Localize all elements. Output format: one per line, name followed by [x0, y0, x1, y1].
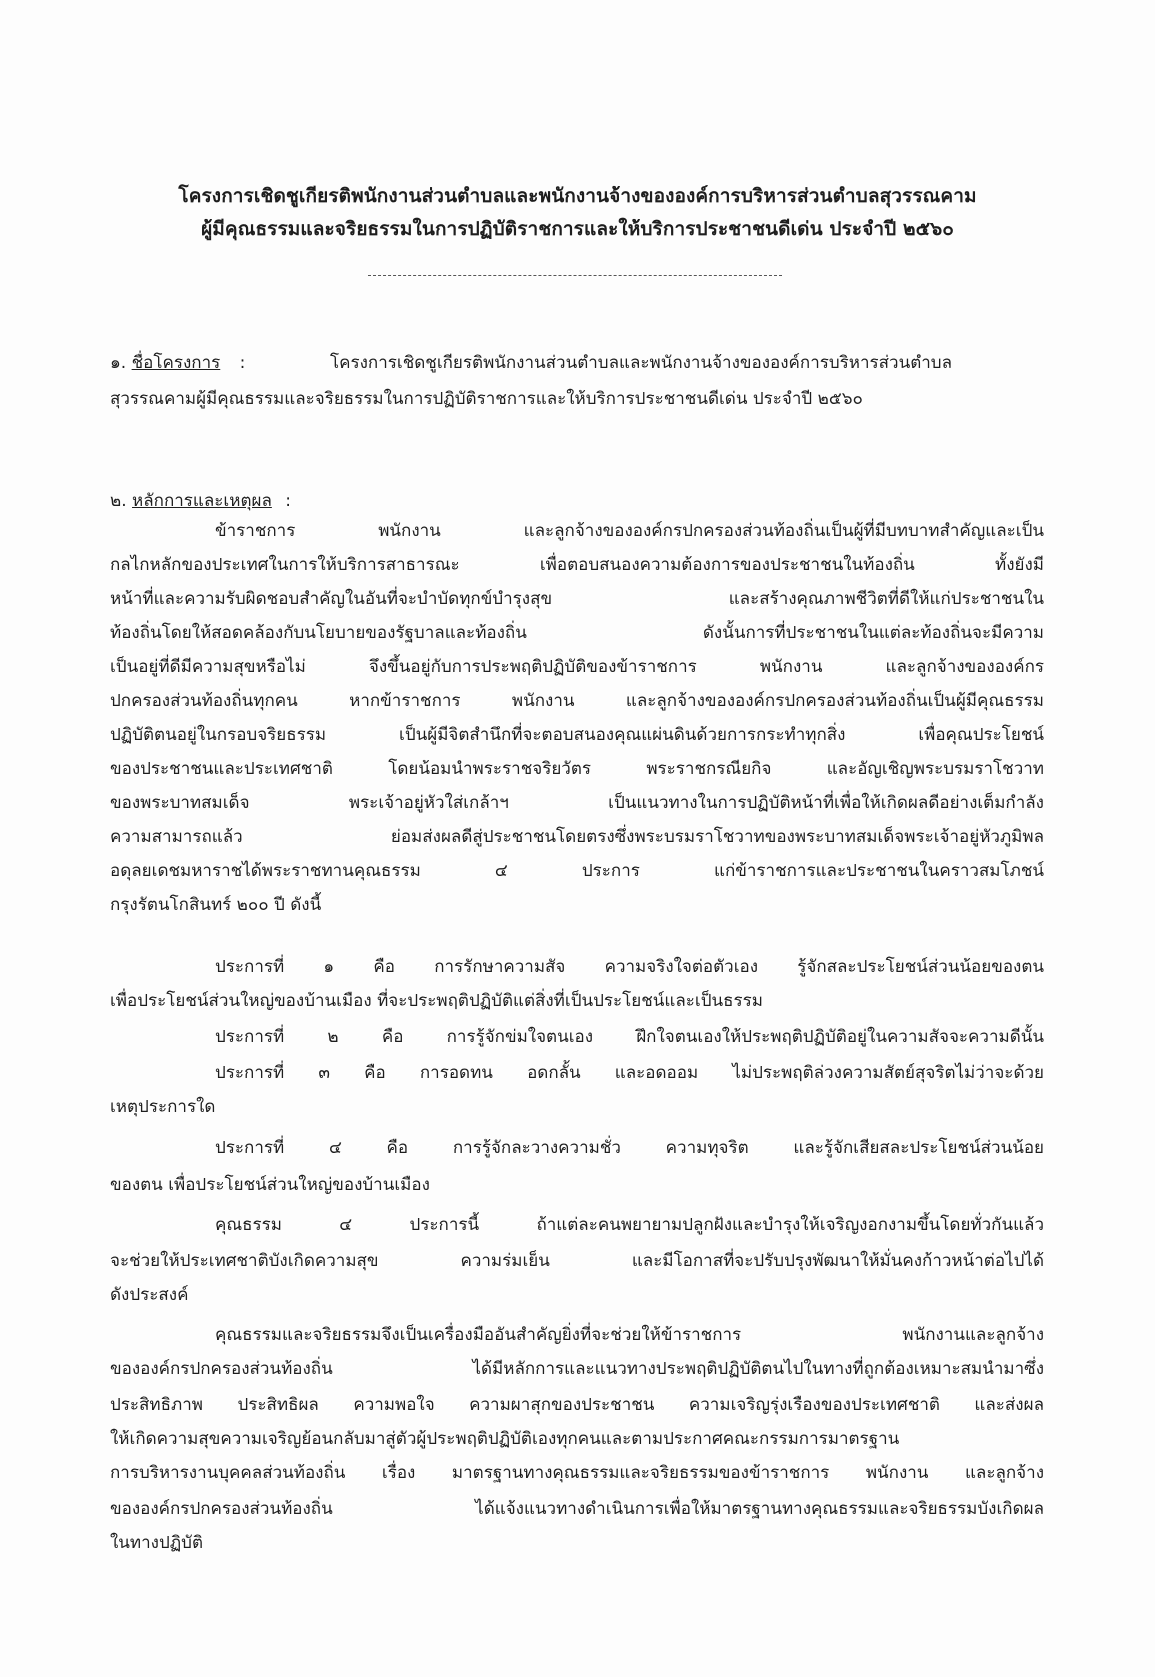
- section-1-line: สุวรรณคามผู้มีคุณธรรมและจริยธรรมในการปฏิบัติราชการและให้บริการประชาชนดีเด่น ประจำปี ๒๕๖๐: [110, 389, 863, 409]
- paragraph-line: การบริหารงานบุคคลส่วนท้องถิ่น เรื่อง มาตรฐานทางคุณธรรมและจริยธรรมของข้าราชการ พนักงาน และลูกจ้าง: [110, 1463, 1044, 1483]
- virtue-1-line: เพื่อประโยชน์ส่วนใหญ่ของบ้านเมือง ที่จะประพฤติปฏิบัติแต่สิ่งที่เป็นประโยชน์และเป็นธรรม: [110, 991, 763, 1011]
- section-1-colon: :: [239, 353, 246, 373]
- document-title-line-1: โครงการเชิดชูเกียรติพนักงานส่วนตำบลและพนักงานจ้างขององค์การบริหารส่วนตำบลสุวรรณคาม: [178, 185, 977, 207]
- virtue-3-line: เหตุประการใด: [110, 1097, 216, 1117]
- section-1-number: ๑.: [110, 353, 127, 373]
- title-separator: [368, 275, 782, 276]
- virtue-3-line: ประการที่ ๓ คือ การอดทน อดกลั้น และอดออม ไม่ประพฤติล่วงความสัตย์สุจริตไม่ว่าจะด้วย: [215, 1063, 1044, 1083]
- paragraph-line: ของประชาชนและประเทศชาติ โดยน้อมนำพระราชจริยวัตร พระราชกรณียกิจ และอัญเชิญพระบรมราโชวาท: [110, 759, 1044, 779]
- paragraph-line: เป็นอยู่ที่ดีมีความสุขหรือไม่ จึงขึ้นอยู่กับการประพฤติปฏิบัติของข้าราชการ พนักงาน และลูกจ้างขององค์กร: [110, 657, 1044, 677]
- section-2-title: หลักการและเหตุผล: [132, 491, 272, 511]
- paragraph-line: ประสิทธิภาพ ประสิทธิผล ความพอใจ ความผาสุกของประชาชน ความเจริญรุ่งเรืองของประเทศชาติ และส่งผล: [110, 1395, 1044, 1415]
- document-title-line-2: ผู้มีคุณธรรมและจริยธรรมในการปฏิบัติราชการและให้บริการประชาชนดีเด่น ประจำปี ๒๕๖๐: [201, 218, 954, 240]
- paragraph-line: ปกครองส่วนท้องถิ่นทุกคน หากข้าราชการ พนักงาน และลูกจ้างขององค์กรปกครองส่วนท้องถิ่นเป็นผู้มีคุณธรรม: [110, 691, 1044, 711]
- paragraph-line: ท้องถิ่นโดยให้สอดคล้องกับนโยบายของรัฐบาลและท้องถิ่น ดังนั้นการที่ประชาชนในแต่ละท้องถิ่นจะมีความ: [110, 623, 1044, 643]
- section-2-heading: [110, 484, 291, 518]
- section-1-heading: [110, 346, 245, 380]
- paragraph-line: จะช่วยให้ประเทศชาติบังเกิดความสุข ความร่มเย็น และมีโอกาสที่จะปรับปรุงพัฒนาให้มั่นคงก้าวหน้าต่อไปได้: [110, 1251, 1044, 1271]
- paragraph-line: ขององค์กรปกครองส่วนท้องถิ่น ได้แจ้งแนวทางดำเนินการเพื่อให้มาตรฐานทางคุณธรรมและจริยธรรมบังเกิดผล: [110, 1499, 1044, 1519]
- paragraph-line: คุณธรรม ๔ ประการนี้ ถ้าแต่ละคนพยายามปลูกฝังและบำรุงให้เจริญงอกงามขึ้นโดยทั่วกันแล้ว: [215, 1215, 1044, 1235]
- paragraph-line: ให้เกิดความสุขความเจริญย้อนกลับมาสู่ตัวผู้ประพฤติปฏิบัติเองทุกคนและตามประกาศคณะกรรมการมาตรฐาน: [110, 1429, 900, 1449]
- virtue-1-line: ประการที่ ๑ คือ การรักษาความสัจ ความจริงใจต่อตัวเอง รู้จักสละประโยชน์ส่วนน้อยของตน: [215, 957, 1044, 977]
- paragraph-line: ของพระบาทสมเด็จ พระเจ้าอยู่หัวใส่เกล้าฯ เป็นแนวทางในการปฏิบัติหน้าที่เพื่อให้เกิดผลดีอย่างเต็มกำลัง: [110, 793, 1044, 813]
- paragraph-line: ในทางปฏิบัติ: [110, 1533, 204, 1553]
- section-2-colon: :: [285, 491, 291, 511]
- paragraph-line: คุณธรรมและจริยธรรมจึงเป็นเครื่องมืออันสำคัญยิ่งที่จะช่วยให้ข้าราชการ พนักงานและลูกจ้าง: [215, 1325, 1044, 1345]
- section-1-title: ชื่อโครงการ: [131, 353, 221, 373]
- paragraph-line: ขององค์กรปกครองส่วนท้องถิ่น ได้มีหลักการและแนวทางประพฤติปฏิบัติตนไปในทางที่ถูกต้องเหมาะสมนำมาซึ่ง: [110, 1359, 1044, 1379]
- virtue-4-line: ของตน เพื่อประโยชน์ส่วนใหญ่ของบ้านเมือง: [110, 1175, 430, 1195]
- paragraph-line: กลไกหลักของประเทศในการให้บริการสาธารณะ เพื่อตอบสนองความต้องการของประชาชนในท้องถิ่น ทั้งยังมี: [110, 555, 1044, 575]
- paragraph-line: ปฏิบัติตนอยู่ในกรอบจริยธรรม เป็นผู้มีจิตสำนึกที่จะตอบสนองคุณแผ่นดินด้วยการกระทำทุกสิ่ง เพื่อคุณประโยชน์: [110, 725, 1044, 745]
- virtue-2-line: ประการที่ ๒ คือ การรู้จักข่มใจตนเอง ฝึกใจตนเองให้ประพฤติปฏิบัติอยู่ในความสัจจะความดีนั้น: [215, 1027, 1044, 1047]
- section-2-number: ๒.: [110, 491, 127, 511]
- paragraph-line: หน้าที่และความรับผิดชอบสำคัญในอันที่จะบำบัดทุกข์บำรุงสุข และสร้างคุณภาพชีวิตที่ดีให้แก่ประชาชนใน: [110, 589, 1044, 609]
- virtue-4-line: ประการที่ ๔ คือ การรู้จักละวางความชั่ว ความทุจริต และรู้จักเสียสละประโยชน์ส่วนน้อย: [215, 1138, 1044, 1158]
- paragraph-line: กรุงรัตนโกสินทร์ ๒๐๐ ปี ดังนี้: [110, 895, 322, 915]
- paragraph-line: ความสามารถแล้ว ย่อมส่งผลดีสู่ประชาชนโดยตรงซึ่งพระบรมราโชวาทของพระบาทสมเด็จพระเจ้าอยู่หัวภูมิพล: [110, 827, 1044, 847]
- paragraph-line: ดังประสงค์: [110, 1285, 189, 1305]
- paragraph-line: ข้าราชการ พนักงาน และลูกจ้างขององค์กรปกครองส่วนท้องถิ่นเป็นผู้ที่มีบทบาทสำคัญและเป็น: [215, 521, 1044, 541]
- section-1-line: โครงการเชิดชูเกียรติพนักงานส่วนตำบลและพนักงานจ้างขององค์การบริหารส่วนตำบล: [330, 353, 953, 373]
- paragraph-line: อดุลยเดชมหาราชได้พระราชทานคุณธรรม ๔ ประการ แก่ข้าราชการและประชาชนในคราวสมโภชน์: [110, 861, 1044, 881]
